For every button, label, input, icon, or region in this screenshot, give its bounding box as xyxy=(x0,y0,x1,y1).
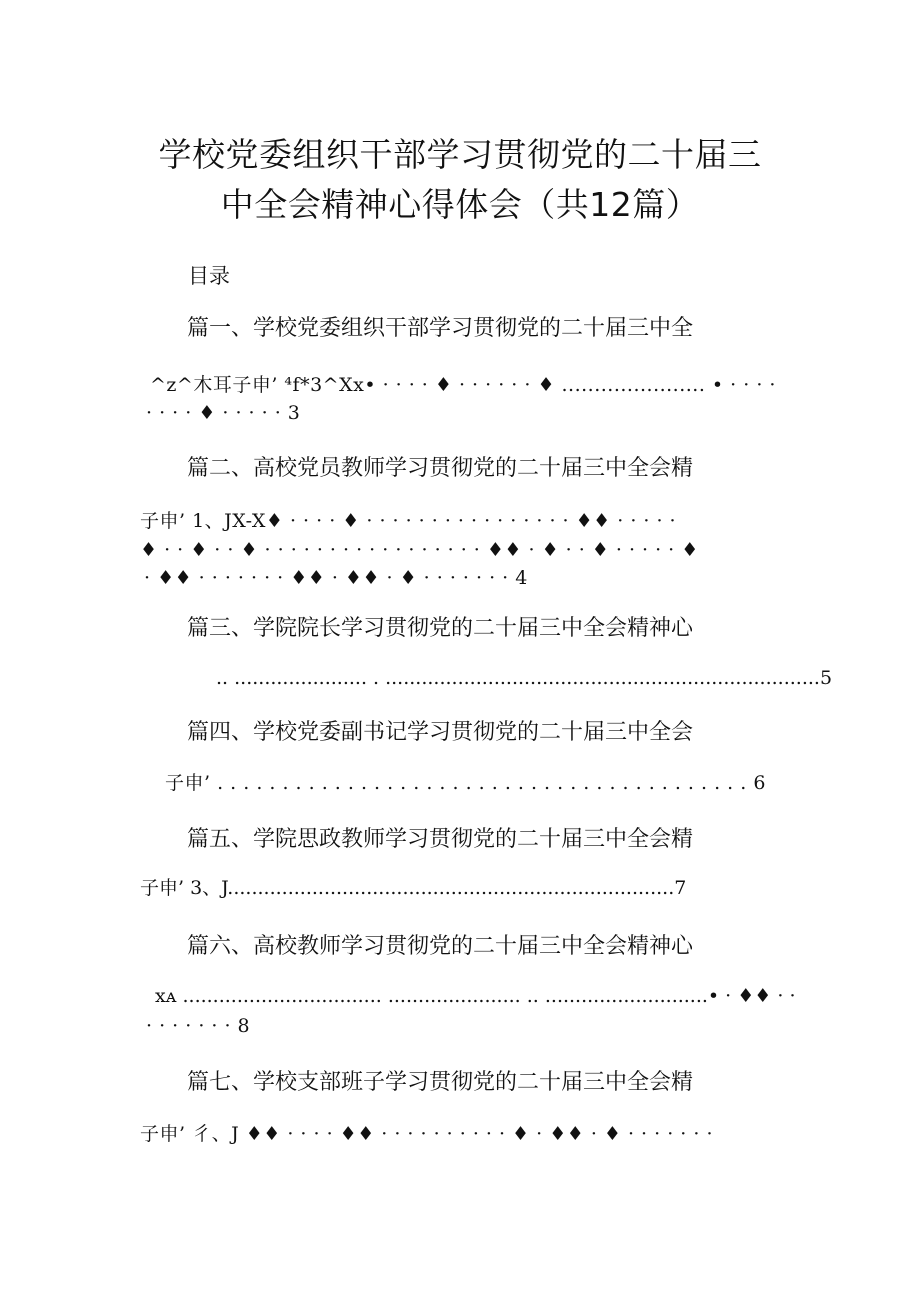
document-title-line-1: 学校党委组织干部学习贯彻党的二十届三 xyxy=(158,135,762,174)
toc-entry-1-line-1: ^z^木耳子申’ ⁴f*3^Xx• · · · · ♦ · · · · · · ♦ ...................... • · · · · xyxy=(150,374,776,396)
toc-entry-1-title[interactable]: 篇一、学校党委组织干部学习贯彻党的二十届三中全 xyxy=(187,316,694,341)
toc-entry-3-line-1: .. ...................... . ........................................................................5 xyxy=(216,667,833,689)
toc-entry-2-title[interactable]: 篇二、高校党员教师学习贯彻党的二十届三中全会精 xyxy=(187,456,694,481)
toc-entry-4-title[interactable]: 篇四、学校党委副书记学习贯彻党的二十届三中全会 xyxy=(187,720,694,745)
toc-entry-3-title[interactable]: 篇三、学院院长学习贯彻党的二十届三中全会精神心 xyxy=(187,616,694,641)
toc-entry-6-line-2: · · · · · · · 8 xyxy=(146,1015,251,1037)
toc-entry-6-line-1: xᴀ ................................. ...................... .. ...........................• · ♦♦ · · xyxy=(155,985,796,1007)
document-title-line-2: 中全会精神心得体会（共12篇） xyxy=(220,185,700,224)
toc-entry-5-line-1: 子申’ 3、J..........................................................................7 xyxy=(140,877,687,899)
toc-entry-5-title[interactable]: 篇五、学院思政教师学习贯彻党的二十届三中全会精 xyxy=(187,827,694,852)
toc-entry-2-line-2: ♦ · · ♦ · · ♦ · · · · · · · · · · · · · · · · · ♦♦ · ♦ · · ♦ · · · · · ♦ xyxy=(140,539,699,561)
toc-entry-1-line-2: · · · · ♦ · · · · · 3 xyxy=(146,402,301,424)
toc-entry-6-title[interactable]: 篇六、高校教师学习贯彻党的二十届三中全会精神心 xyxy=(187,934,694,959)
toc-entry-7-title[interactable]: 篇七、学校支部班子学习贯彻党的二十届三中全会精 xyxy=(187,1070,694,1095)
toc-entry-2-line-1: 子申’ 1、JX-X♦ · · · · ♦ · · · · · · · · · · · · · · · · ♦♦ · · · · · xyxy=(140,510,677,532)
toc-entry-2-line-3: · ♦♦ · · · · · · · ♦♦ · ♦♦ · ♦ · · · · · · · 4 xyxy=(144,567,528,589)
toc-entry-7-line-1: 子申’ 彳、J ♦♦ · · · · ♦♦ · · · · · · · · · · ♦ · ♦♦ · ♦ · · · · · · · xyxy=(140,1123,713,1145)
toc-heading: 目录 xyxy=(188,264,230,288)
toc-entry-4-line-1: 子申’ . . . . . . . . . . . . . . . . . . . . . . . . . . . . . . . . . . . . . . . . . 6 xyxy=(165,772,766,794)
